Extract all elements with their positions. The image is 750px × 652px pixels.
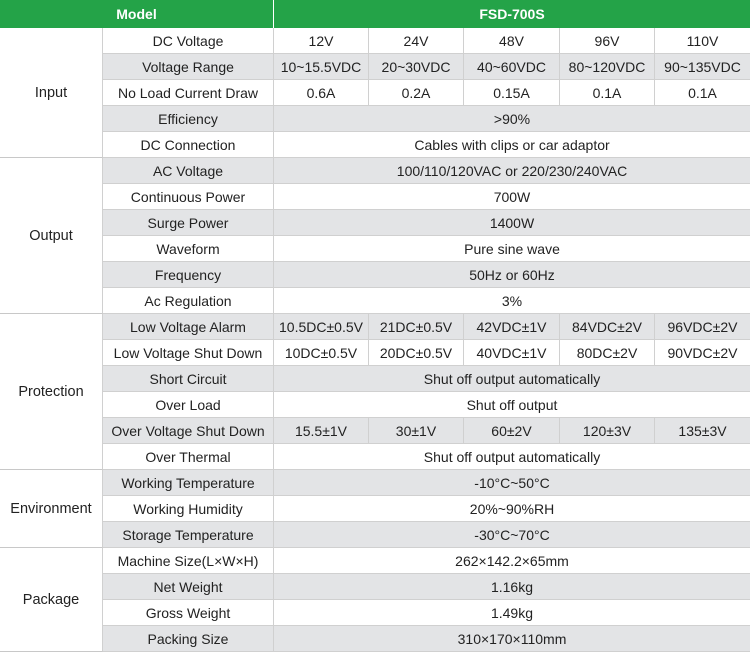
row-value-cell: 24V bbox=[369, 28, 464, 54]
row-label: Efficiency bbox=[103, 106, 274, 132]
category-output: Output bbox=[0, 158, 103, 314]
row-value: 1.16kg bbox=[274, 574, 750, 600]
row-value-cell: 10DC±0.5V bbox=[274, 340, 369, 366]
category-protection: Protection bbox=[0, 314, 103, 470]
row-value-cell: 90~135VDC bbox=[655, 54, 750, 80]
row-value: >90% bbox=[274, 106, 750, 132]
row-value: 700W bbox=[274, 184, 750, 210]
row-label: DC Voltage bbox=[103, 28, 274, 54]
row-label: Low Voltage Alarm bbox=[103, 314, 274, 340]
row-label: DC Connection bbox=[103, 132, 274, 158]
row-value-cell: 110V bbox=[655, 28, 750, 54]
row-value-cell: 12V bbox=[274, 28, 369, 54]
row-value: 1400W bbox=[274, 210, 750, 236]
row-value-cell: 20~30VDC bbox=[369, 54, 464, 80]
row-value-cell: 30±1V bbox=[369, 418, 464, 444]
row-value-cell: 96V bbox=[560, 28, 655, 54]
row-value: Shut off output bbox=[274, 392, 750, 418]
row-value-cell: 0.6A bbox=[274, 80, 369, 106]
row-value: 262×142.2×65mm bbox=[274, 548, 750, 574]
row-value-cell: 0.1A bbox=[655, 80, 750, 106]
row-value-cell: 20DC±0.5V bbox=[369, 340, 464, 366]
row-value-cell: 60±2V bbox=[464, 418, 560, 444]
row-value: Cables with clips or car adaptor bbox=[274, 132, 750, 158]
row-label: Continuous Power bbox=[103, 184, 274, 210]
row-value: Pure sine wave bbox=[274, 236, 750, 262]
row-value: 3% bbox=[274, 288, 750, 314]
row-value-cell: 42VDC±1V bbox=[464, 314, 560, 340]
row-value: Shut off output automatically bbox=[274, 366, 750, 392]
row-value-cell: 10.5DC±0.5V bbox=[274, 314, 369, 340]
row-value: 1.49kg bbox=[274, 600, 750, 626]
row-value: -10°C~50°C bbox=[274, 470, 750, 496]
row-label: Net Weight bbox=[103, 574, 274, 600]
row-value-cell: 84VDC±2V bbox=[560, 314, 655, 340]
row-label: Voltage Range bbox=[103, 54, 274, 80]
row-value-cell: 0.1A bbox=[560, 80, 655, 106]
category-package: Package bbox=[0, 548, 103, 652]
row-value-cell: 40VDC±1V bbox=[464, 340, 560, 366]
row-value-cell: 0.2A bbox=[369, 80, 464, 106]
row-value-cell: 21DC±0.5V bbox=[369, 314, 464, 340]
row-value-cell: 90VDC±2V bbox=[655, 340, 750, 366]
row-label: Machine Size(L×W×H) bbox=[103, 548, 274, 574]
row-label: Ac Regulation bbox=[103, 288, 274, 314]
row-value: 100/110/120VAC or 220/230/240VAC bbox=[274, 158, 750, 184]
row-label: AC Voltage bbox=[103, 158, 274, 184]
row-label: Frequency bbox=[103, 262, 274, 288]
header-model-value: FSD-700S bbox=[274, 0, 750, 28]
row-value-cell: 40~60VDC bbox=[464, 54, 560, 80]
row-value-cell: 0.15A bbox=[464, 80, 560, 106]
row-value: Shut off output automatically bbox=[274, 444, 750, 470]
row-label: Packing Size bbox=[103, 626, 274, 652]
row-label: Over Voltage Shut Down bbox=[103, 418, 274, 444]
row-label: Waveform bbox=[103, 236, 274, 262]
row-label: Working Humidity bbox=[103, 496, 274, 522]
row-label: Short Circuit bbox=[103, 366, 274, 392]
row-value-cell: 135±3V bbox=[655, 418, 750, 444]
row-value: 20%~90%RH bbox=[274, 496, 750, 522]
row-label: Storage Temperature bbox=[103, 522, 274, 548]
row-label: Over Thermal bbox=[103, 444, 274, 470]
row-label: Gross Weight bbox=[103, 600, 274, 626]
row-value-cell: 10~15.5VDC bbox=[274, 54, 369, 80]
row-value-cell: 96VDC±2V bbox=[655, 314, 750, 340]
row-label: Surge Power bbox=[103, 210, 274, 236]
header-model-label: Model bbox=[0, 0, 274, 28]
row-value: 310×170×110mm bbox=[274, 626, 750, 652]
row-value: -30°C~70°C bbox=[274, 522, 750, 548]
row-value-cell: 15.5±1V bbox=[274, 418, 369, 444]
row-label: Working Temperature bbox=[103, 470, 274, 496]
category-environment: Environment bbox=[0, 470, 103, 548]
row-label: No Load Current Draw bbox=[103, 80, 274, 106]
row-value: 50Hz or 60Hz bbox=[274, 262, 750, 288]
row-value-cell: 80DC±2V bbox=[560, 340, 655, 366]
row-value-cell: 120±3V bbox=[560, 418, 655, 444]
row-value-cell: 80~120VDC bbox=[560, 54, 655, 80]
row-label: Low Voltage Shut Down bbox=[103, 340, 274, 366]
row-label: Over Load bbox=[103, 392, 274, 418]
row-value-cell: 48V bbox=[464, 28, 560, 54]
category-input: Input bbox=[0, 28, 103, 158]
